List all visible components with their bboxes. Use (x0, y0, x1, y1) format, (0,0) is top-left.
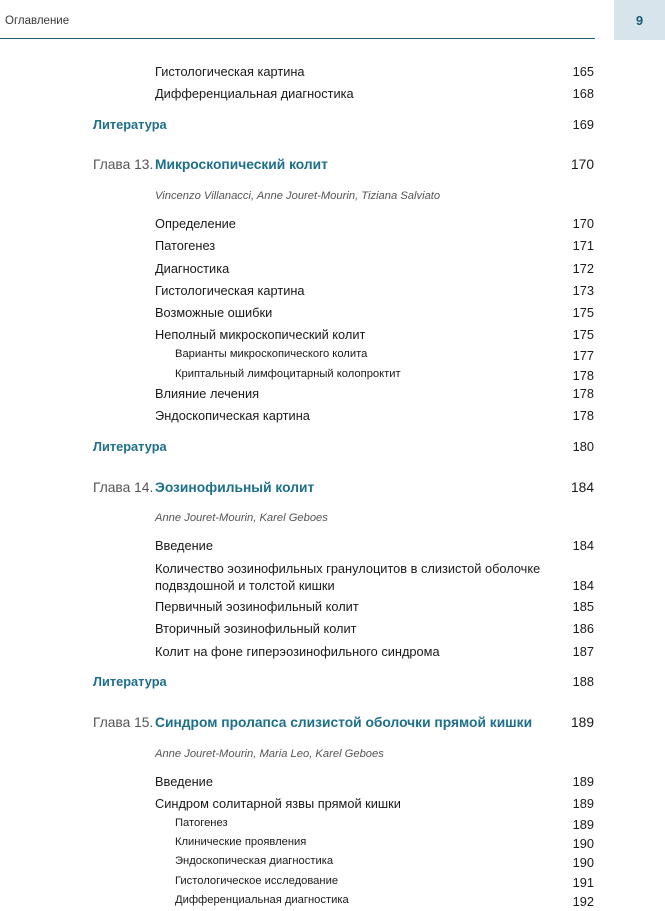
toc-entry-page: 165 (572, 64, 594, 79)
references-title: Литература (93, 674, 167, 689)
toc-entry-title: Дифференциальная диагностика (155, 86, 354, 101)
toc-entry-page: 185 (572, 599, 594, 614)
references-title: Литература (93, 117, 167, 132)
toc-subentry-page: 178 (572, 368, 594, 383)
toc-entry-title: Эндоскопическая картина (155, 408, 310, 423)
toc-subentry-page: 190 (572, 836, 594, 851)
toc-entry-title: Вторичный эозинофильный колит (155, 621, 357, 636)
toc-entry-page: 189 (572, 774, 594, 789)
references-title: Литература (93, 439, 167, 454)
chapter-title: Эозинофильный колит (155, 480, 315, 495)
header-rule (0, 38, 595, 39)
toc-entry-title: Колит на фоне гиперэозинофильного синдрома (155, 644, 440, 659)
toc-subentry-title: Варианты микроскопического колита (175, 348, 368, 360)
chapter-title: Микроскопический колит (155, 157, 328, 172)
toc-entry-page: 187 (572, 644, 594, 659)
toc-entry-title: Введение (155, 774, 213, 789)
chapter-label: Глава 14. (93, 480, 154, 495)
toc-entry-title: Диагностика (155, 261, 230, 276)
toc-subentry-title: Гистологическое исследование (175, 875, 339, 887)
toc-entry-page: 173 (572, 283, 594, 298)
chapter-14-authors: Anne Jouret-Mourin, Karel Geboes (155, 512, 328, 524)
chapter-page: 184 (570, 480, 594, 495)
toc-entry-page: 184 (572, 538, 594, 553)
toc-entry-page: 170 (572, 216, 594, 231)
toc-subentry-page: 190 (572, 855, 594, 870)
toc-entry-title: Неполный микроскопический колит (155, 327, 366, 342)
toc-entry-page: 175 (572, 327, 594, 342)
toc-subentry-page: 189 (572, 817, 594, 832)
toc-entry-page: 189 (572, 796, 594, 811)
toc-subentry-page: 177 (572, 348, 594, 363)
toc-subentry-page: 192 (572, 894, 594, 909)
chapter-title: Синдром пролапса слизистой оболочки прямой кишки (155, 715, 533, 730)
toc-subentry-title: Клинические проявления (175, 836, 307, 848)
toc-entry-title: Патогенез (155, 238, 216, 253)
toc-entry-title-line1: Количество эозинофильных гранулоцитов в слизистой оболочке (155, 561, 541, 576)
toc-entry-page: 186 (572, 621, 594, 636)
chapter-label: Глава 15. (93, 715, 154, 730)
chapter-page: 189 (570, 715, 594, 730)
toc-subentry-title: Дифференциальная диагностика (175, 894, 349, 906)
toc-subentry-page: 191 (572, 875, 594, 890)
toc-entry-page: 178 (572, 408, 594, 423)
page-number: 9 (635, 12, 644, 28)
toc-subentry-title: Патогенез (175, 817, 228, 829)
toc-entry-title: Введение (155, 538, 213, 553)
toc-subentry-title: Эндоскопическая диагностика (175, 855, 334, 867)
toc-entry-title: Возможные ошибки (155, 305, 273, 320)
toc-entry-page: 171 (572, 238, 594, 253)
toc-entry-title: Первичный эозинофильный колит (155, 599, 359, 614)
chapter-15-authors: Anne Jouret-Mourin, Maria Leo, Karel Geboes (155, 748, 384, 760)
page-number-tab (614, 0, 665, 40)
toc-entry-title: Влияние лечения (155, 386, 260, 401)
toc-entry-title-line2: подвздошной и толстой кишки (155, 578, 335, 593)
toc-entry-title: Гистологическая картина (155, 283, 305, 298)
toc-subentry-title: Криптальный лимфоцитарный колопроктит (175, 368, 401, 380)
toc-entry-page: 175 (572, 305, 594, 320)
toc-entry-page: 172 (572, 261, 594, 276)
references-page: 169 (572, 117, 594, 132)
toc-entry-title: Определение (155, 216, 236, 231)
toc-entry-title: Гистологическая картина (155, 64, 305, 79)
toc-entry-page: 184 (572, 578, 594, 593)
references-page: 188 (572, 674, 594, 689)
toc-entry-title: Синдром солитарной язвы прямой кишки (155, 796, 401, 811)
running-header: Оглавление (5, 15, 70, 27)
toc-entry-page: 178 (572, 386, 594, 401)
references-page: 180 (572, 439, 594, 454)
toc-entry[interactable] (0, 560, 594, 596)
toc-entry-page: 168 (572, 86, 594, 101)
chapter-label: Глава 13. (93, 157, 154, 172)
chapter-13-authors: Vincenzo Villanacci, Anne Jouret-Mourin, Tiziana Salviato (155, 190, 441, 202)
chapter-page: 170 (570, 157, 594, 172)
